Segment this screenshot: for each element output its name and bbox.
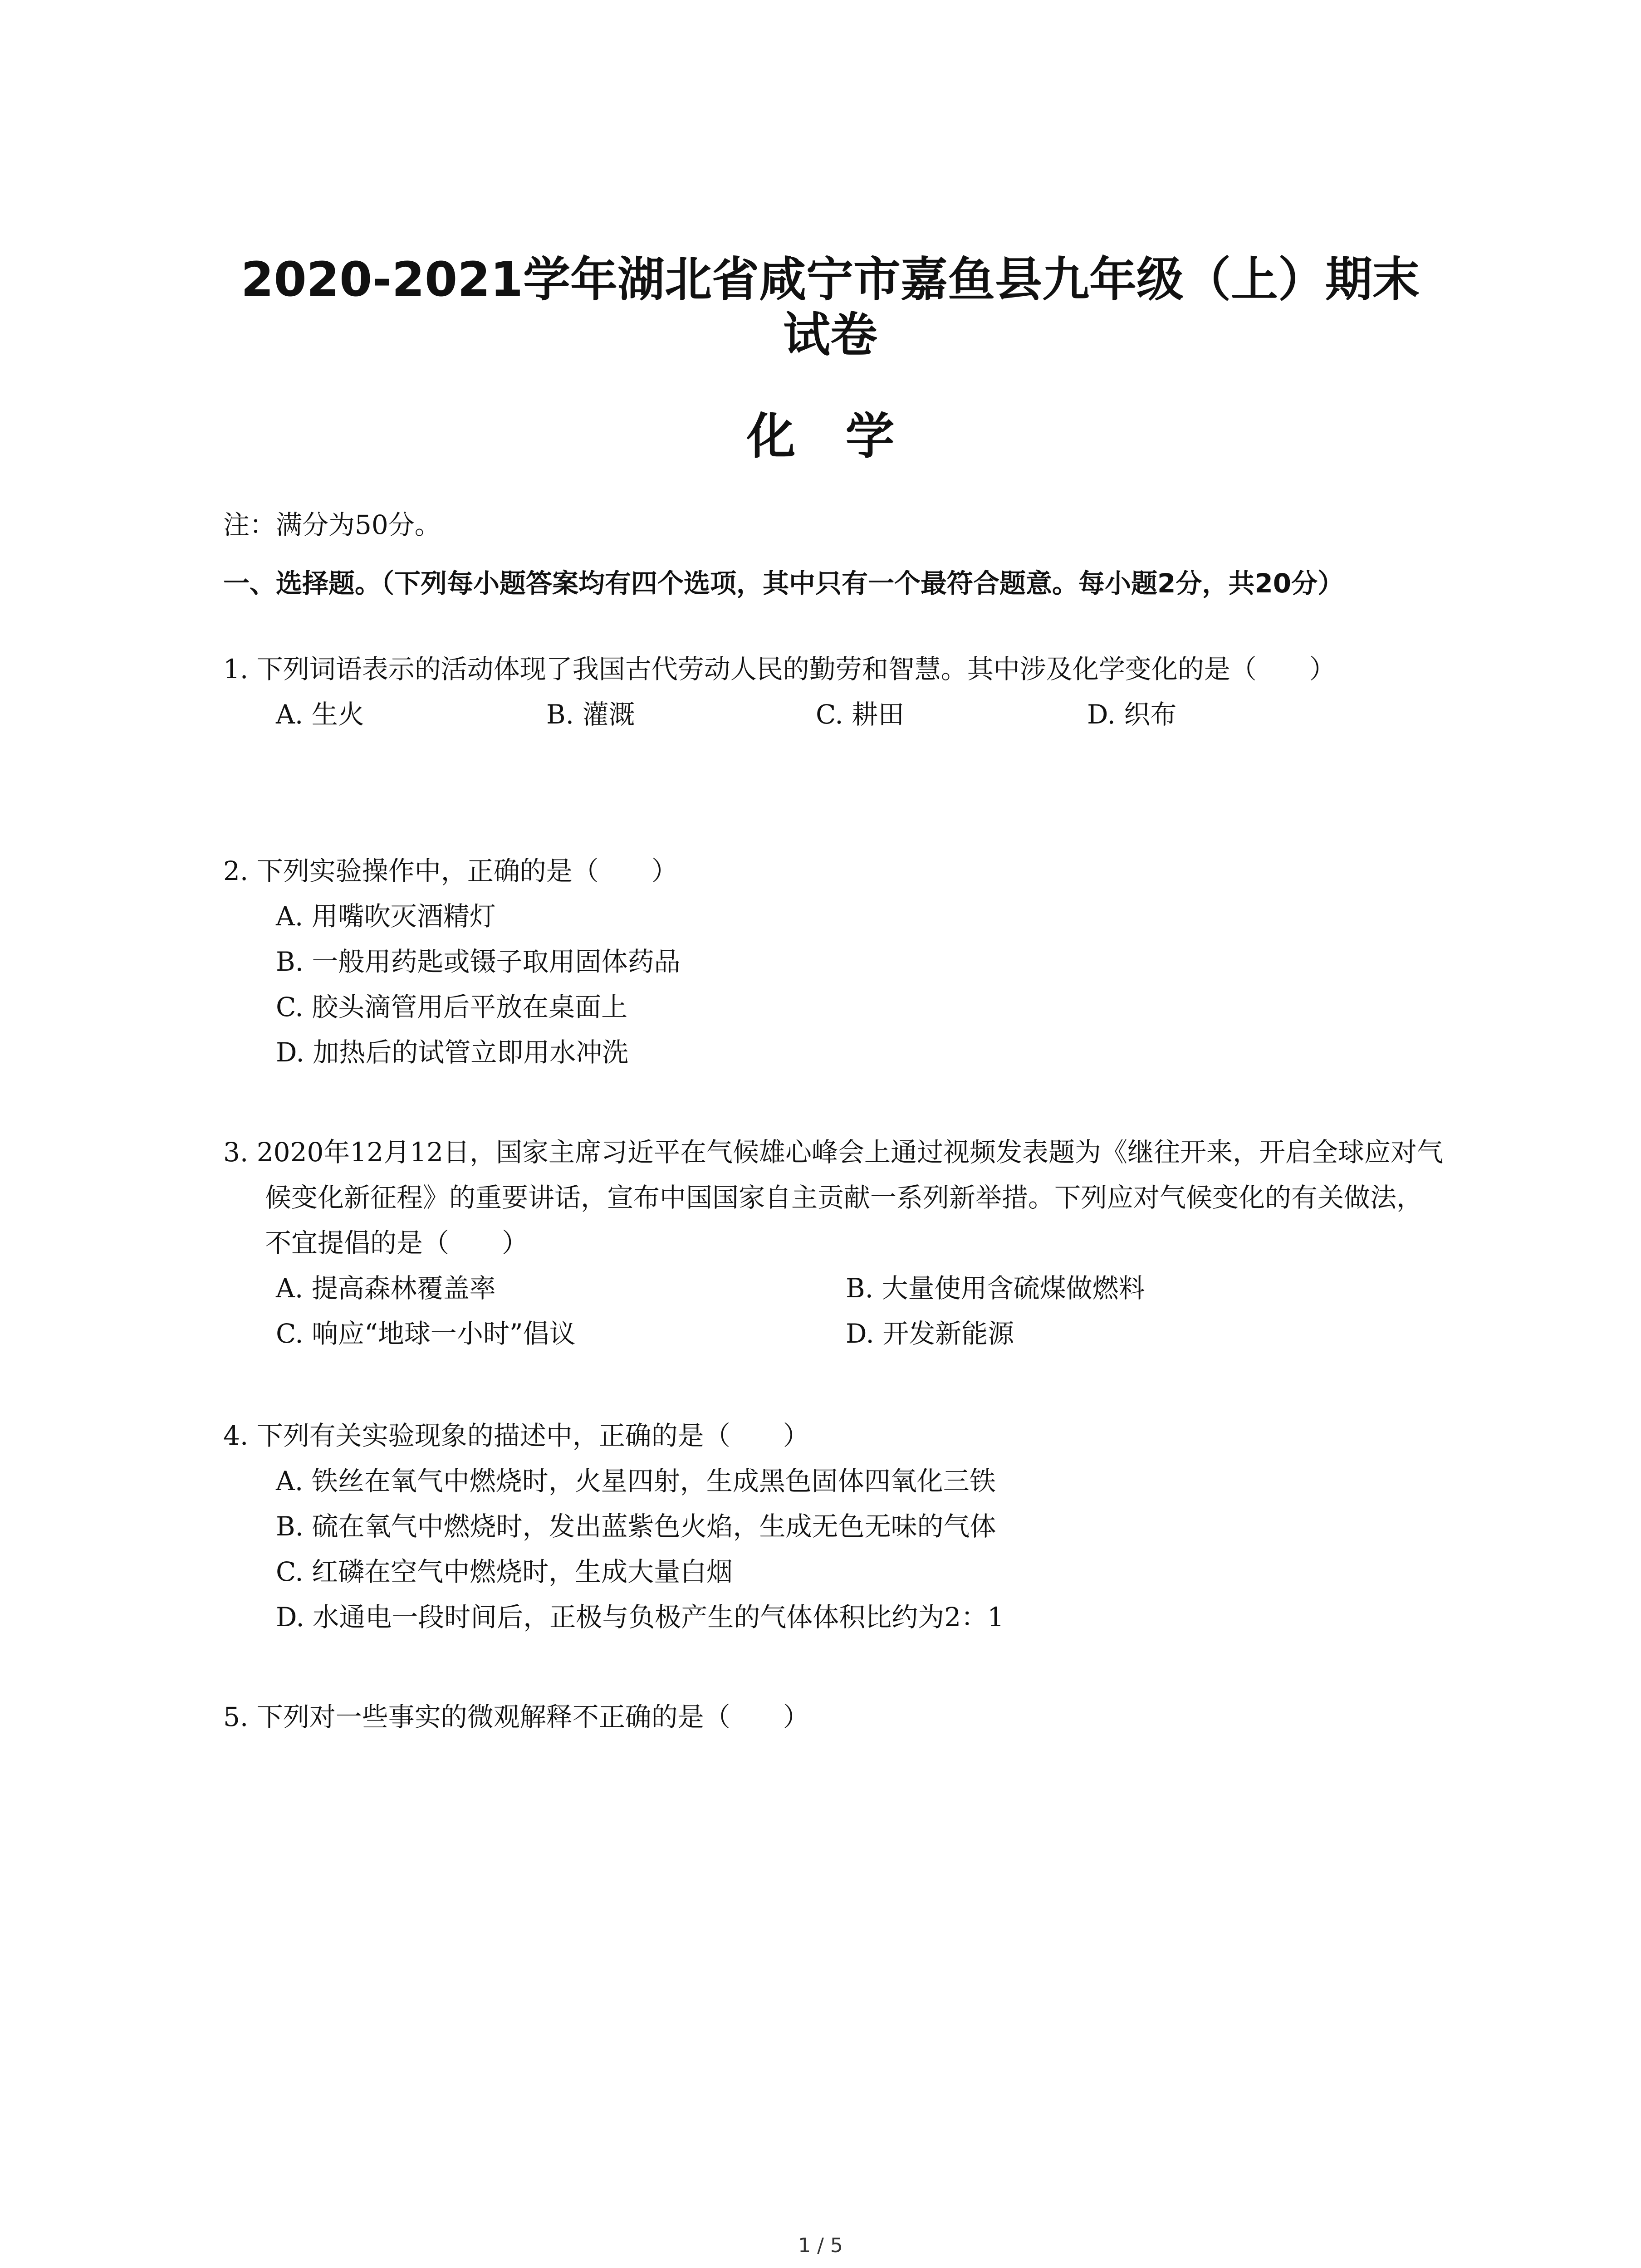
subject-heading: 化学 [746, 408, 945, 465]
question-4 [223, 1413, 1444, 1640]
option-d: D. 水通电一段时间后，正极与负极产生的气体体积比约为2：1 [276, 1602, 1004, 1633]
question-stem: 4. 下列有关实验现象的描述中，正确的是（ ） [223, 1420, 809, 1451]
question-2 [223, 848, 1444, 1075]
question-1 [223, 646, 1444, 737]
option-b: B. 硫在氧气中燃烧时，发出蓝紫色火焰，生成无色无味的气体 [276, 1511, 996, 1542]
options-row [223, 1311, 1444, 1356]
option-a: A. 生火 [276, 699, 364, 730]
options-row [223, 692, 1444, 737]
option-c: C. 红磷在空气中燃烧时，生成大量白烟 [276, 1556, 733, 1587]
option-b: B. 一般用药匙或镊子取用固体药品 [276, 946, 681, 977]
option-b: B. 大量使用含硫煤做燃料 [846, 1273, 1145, 1304]
option-c: C. 耕田 [816, 699, 905, 730]
option-d: D. 开发新能源 [846, 1318, 1014, 1349]
option-b: B. 灌溉 [546, 699, 635, 730]
options-row [223, 1266, 1444, 1311]
page-number: 1 / 5 [798, 2234, 843, 2257]
question-5 [223, 1694, 1444, 1740]
option-a: A. 用嘴吹灭酒精灯 [276, 901, 496, 932]
option-c: C. 胶头滴管用后平放在桌面上 [276, 992, 628, 1022]
question-stem: 2. 下列实验操作中，正确的是（ ） [223, 855, 678, 886]
option-d: D. 织布 [1087, 699, 1177, 730]
section-heading: 一、选择题。（下列每小题答案均有四个选项，其中只有一个最符合题意。每小题2分，共20分） [223, 568, 1344, 599]
question-stem: 1. 下列词语表示的活动体现了我国古代劳动人民的勤劳和智慧。其中涉及化学变化的是（ ） [223, 654, 1336, 684]
question-stem: 3. 2020年12月12日，国家主席习近平在气候雄心峰会上通过视频发表题为《继往开来，开启全球应对气候变化新征程》的重要讲话，宣布中国国家自主贡献一系列新举措。下列应对气候变化的有关做法，不宜提倡的是（ ） [223, 1137, 1443, 1258]
option-a: A. 提高森林覆盖率 [276, 1273, 496, 1304]
option-a: A. 铁丝在氧气中燃烧时，火星四射，生成黑色固体四氧化三铁 [276, 1466, 996, 1496]
option-c: C. 响应“地球一小时”倡议 [276, 1318, 576, 1349]
exam-title: 2020-2021学年湖北省咸宁市嘉鱼县九年级（上）期末试卷 [240, 252, 1420, 362]
question-3 [223, 1129, 1444, 1356]
question-stem: 5. 下列对一些事实的微观解释不正确的是（ ） [223, 1701, 809, 1732]
score-note: 注：满分为50分。 [223, 509, 441, 540]
option-d: D. 加热后的试管立即用水冲洗 [276, 1037, 629, 1068]
